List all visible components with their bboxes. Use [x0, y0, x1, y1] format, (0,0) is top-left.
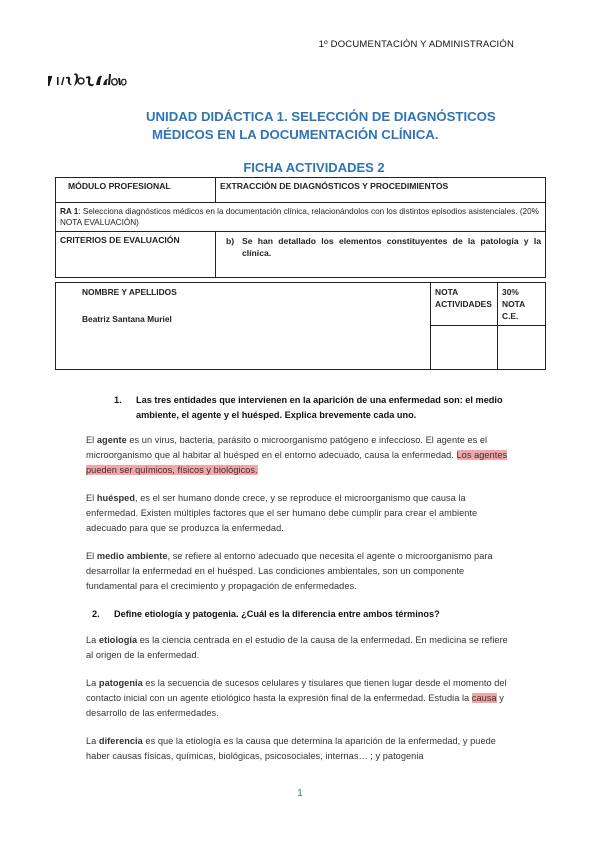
ra-cell [56, 203, 546, 232]
ra-text: : Selecciona diagnósticos médicos en la documentación clínica, relacionándolos con los distintos episodios asistenciales. (20% NOTA EVALUACIÓN) [60, 207, 539, 227]
question-2 [86, 607, 516, 622]
ficha-title: FICHA ACTIVIDADES 2 [243, 160, 385, 175]
answer-patogenia-term: patogenia [98, 678, 143, 688]
course-header: 1º DOCUMENTACIÓN Y ADMINISTRACIÓN [318, 39, 514, 50]
unit-title-line1: UNIDAD DIDÁCTICA 1. SELECCIÓN DE DIAGNÓSTICOS [146, 109, 496, 124]
answer-etiologia-term: etiología [98, 635, 138, 645]
answer-agente-pre: El [86, 435, 97, 445]
names-table [55, 282, 546, 370]
criterio-text: Se han detallado los elementos constituyentes de la patología y la clínica. [242, 236, 541, 258]
student-name: Beatriz Santana Muriel [82, 314, 172, 324]
student-cell [56, 283, 431, 370]
answer-agente-body: es un virus, bacteria, parásito o microorganismo patógeno e infeccioso. El agente es el microorganismo que al habitar al huésped en el entorno adecuado, causa la enfermedad. [86, 435, 488, 460]
info-table [55, 177, 546, 278]
question-1-number: 1. [114, 395, 122, 405]
answer-etiologia-body: es la ciencia centrada en el estudio de la causa de la enfermedad. En medicina se refiere al origen de la enfermedad. [86, 635, 508, 660]
answer-medio-body: , se refiere al entorno adecuado que necesita el agente o microorganismo para desarrollar la enfermedad en el huésped. Las condiciones ambientales, son un componente fundamental para el crecimiento y propagación de enfermedades. [86, 551, 493, 591]
answer-diferencia-pre: La [86, 736, 99, 746]
answer-diferencia [86, 734, 516, 764]
nota-actividades-value [431, 326, 498, 370]
criterios-label: CRITERIOS DE EVALUACIÓN [56, 232, 216, 278]
page-number: 1 [297, 788, 303, 799]
school-logo-icon [48, 68, 128, 92]
answer-huesped-body: , es el ser humano donde crece, y se reproduce el microorganismo que causa la enfermedad. Existen múltiples factores que el ser humano debe cumplir para crear el ambiente adecuado para que se produzca la enfermedad. [86, 493, 478, 533]
school-logo [48, 68, 128, 92]
nota-ce-label: 30% NOTA C.E. [498, 283, 546, 326]
question-2-text: Define etiología y patogenia. ¿Cuál es la diferencia entre ambos términos? [114, 609, 440, 619]
nota-actividades-label: NOTA ACTIVIDADES [431, 283, 498, 326]
answer-etiologia-pre: La [86, 635, 99, 645]
nota-ce-value [498, 326, 546, 370]
answer-huesped-pre: El [86, 493, 97, 503]
answer-medio [86, 549, 516, 594]
question-1-text: Las tres entidades que intervienen en la aparición de una enfermedad son: el medio ambiente, el agente y el huésped. Explica brevemente cada uno. [136, 395, 503, 420]
answer-agente-term: agente [96, 435, 127, 445]
answer-huesped [86, 491, 516, 536]
ra-label: RA 1 [60, 207, 79, 216]
unit-title-line2: MÉDICOS EN LA DOCUMENTACIÓN CLÍNICA. [152, 127, 439, 142]
answer-agente [86, 433, 516, 478]
answer-patogenia-post: y desarrollo de las enfermedades. [86, 693, 504, 718]
answer-etiologia [86, 633, 516, 663]
answer-agente-highlight: Los agentes pueden ser químicos, físicos y biológicos. [86, 450, 508, 475]
content [86, 393, 516, 777]
answer-medio-term: medio ambiente [96, 551, 168, 561]
criterio-letter: b) [226, 236, 235, 246]
answer-diferencia-term: diferencia [98, 736, 143, 746]
question-2-number: 2. [92, 609, 100, 619]
criterio-cell [216, 232, 546, 278]
answer-patogenia-pre: La [86, 678, 99, 688]
unit-title [146, 108, 496, 144]
modulo-label: MÓDULO PROFESIONAL [56, 178, 216, 203]
answer-patogenia [86, 676, 516, 721]
answer-medio-pre: El [86, 551, 97, 561]
answer-patogenia-highlight: causa [471, 693, 497, 703]
modulo-value: EXTRACCIÓN DE DIAGNÓSTICOS Y PROCEDIMIENTOS [216, 178, 546, 203]
names-label: NOMBRE Y APELLIDOS [82, 287, 177, 297]
answer-huesped-term: huésped [96, 493, 136, 503]
answer-diferencia-body: es que la etiología es la causa que determina la aparición de la enfermedad, y puede haber causas físicas, químicas, biológicas, psicosociales, internas… ; y patogenia [86, 736, 496, 761]
answer-patogenia-body: es la secuencia de sucesos celulares y tisulares que tienen lugar desde el momento del contacto inicial con un agente etiológico hasta la expresión final de la enfermedad. Estudia la [86, 678, 507, 703]
question-1 [86, 393, 516, 423]
